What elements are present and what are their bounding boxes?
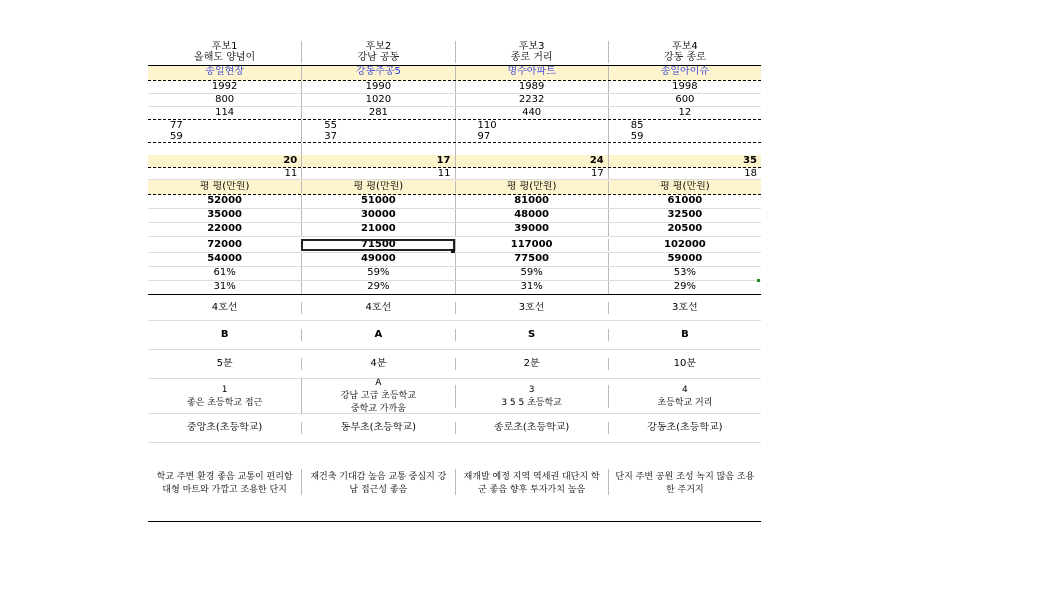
- price-row: [148, 195, 761, 209]
- ratio-b-row: [148, 281, 761, 295]
- price-row: [148, 253, 761, 267]
- candidate-name: 후보2: [365, 41, 392, 52]
- station-row: [148, 295, 761, 321]
- price-header-row: [148, 180, 761, 195]
- area-cell[interactable]: 97: [455, 131, 608, 142]
- spreadsheet: [148, 39, 761, 522]
- area-cell[interactable]: 55: [301, 120, 454, 131]
- complex-name-cell[interactable]: 명수아파트: [455, 66, 608, 80]
- school-rank: A: [375, 378, 382, 388]
- candidate-header[interactable]: [455, 41, 608, 63]
- notes-row: [148, 443, 761, 522]
- price-cell[interactable]: 117000: [455, 239, 608, 251]
- price-cell[interactable]: 30000: [301, 209, 454, 222]
- ratio-cell[interactable]: 59%: [301, 267, 454, 280]
- school-rank: 1: [221, 384, 228, 395]
- school-rank: 3: [528, 384, 535, 395]
- year-cell[interactable]: 1989: [455, 81, 608, 93]
- floors-sub-row: [148, 168, 761, 180]
- grade-row: [148, 321, 761, 350]
- ratio-cell[interactable]: 31%: [213, 281, 236, 292]
- price-cell[interactable]: 49000: [301, 253, 454, 266]
- price-header-cell[interactable]: 평 평(만원): [199, 181, 250, 192]
- price-row: [148, 223, 761, 237]
- complex-name-cell[interactable]: 송일아이슈: [608, 66, 761, 80]
- floors-cell[interactable]: 35: [608, 155, 761, 167]
- price-cell[interactable]: 48000: [455, 209, 608, 222]
- floors-sub-cell[interactable]: 17: [455, 168, 608, 179]
- price-cell[interactable]: 52000: [207, 195, 243, 206]
- price-header-cell[interactable]: 평 평(만원): [301, 181, 454, 193]
- floors-cell[interactable]: 20: [283, 155, 298, 166]
- school-name-row: [148, 414, 761, 443]
- floors-sub-cell[interactable]: 18: [608, 168, 761, 179]
- candidate-header[interactable]: [608, 41, 761, 63]
- candidate-subtitle: 올해도 양념이: [194, 52, 256, 63]
- ratio-cell[interactable]: 59%: [455, 267, 608, 280]
- complex-name-cell[interactable]: 송일현장: [205, 66, 244, 77]
- complex-name-row: [148, 66, 761, 81]
- candidate-name: 후보3: [518, 41, 545, 52]
- school-name-cell[interactable]: 중앙초(초등학교): [186, 422, 263, 433]
- price-cell[interactable]: 72000: [207, 238, 243, 250]
- units-cell[interactable]: 2232: [455, 94, 608, 106]
- dong-row: [148, 107, 761, 120]
- school-desc: 강남 고급 초등학교: [340, 391, 417, 401]
- school-desc: 중학교 가까움: [350, 404, 406, 414]
- notes-cell[interactable]: 재개발 예정 지역 역세권 대단지 학군 좋음 향후 투자가치 높음: [455, 469, 608, 495]
- ratio-cell[interactable]: 31%: [455, 281, 608, 294]
- ratio-a-row: [148, 267, 761, 281]
- price-cell[interactable]: 35000: [207, 209, 243, 220]
- price-row: [148, 209, 761, 223]
- price-cell[interactable]: 51000: [301, 195, 454, 208]
- area-a-row: [148, 120, 761, 131]
- dong-cell[interactable]: 114: [215, 107, 235, 118]
- grade-cell[interactable]: B: [608, 329, 761, 341]
- price-header-cell[interactable]: 평 평(만원): [608, 181, 761, 193]
- floors-sub-cell[interactable]: 11: [301, 168, 454, 179]
- notes-cell[interactable]: 재건축 기대감 높음 교통 중심지 강남 접근성 좋음: [301, 469, 454, 495]
- price-cell[interactable]: 21000: [301, 223, 454, 236]
- candidate-name: 후보1: [211, 41, 238, 52]
- candidate-name: 후보4: [672, 41, 698, 52]
- school-name-cell[interactable]: 종로초(초등학교): [455, 422, 608, 434]
- price-cell[interactable]: 20500: [608, 223, 761, 236]
- school-desc: 3 5 5 초등학교: [501, 397, 562, 408]
- dong-cell[interactable]: 440: [455, 107, 608, 119]
- price-cell[interactable]: 102000: [608, 239, 761, 251]
- year-cell[interactable]: 1992: [211, 81, 238, 92]
- green-marker: [757, 279, 760, 282]
- price-cell[interactable]: 32500: [608, 209, 761, 222]
- candidate-header-row: [148, 39, 761, 66]
- school-name-cell[interactable]: 동부초(초등학교): [301, 422, 454, 434]
- floors-sub-cell[interactable]: 11: [284, 168, 298, 179]
- area-cell[interactable]: 85: [608, 120, 761, 131]
- price-row: [148, 237, 761, 253]
- dong-cell[interactable]: 281: [301, 107, 454, 119]
- area-cell[interactable]: 59: [170, 131, 183, 142]
- spacer-row: [148, 143, 761, 155]
- school-name-cell[interactable]: 강동초(초등학교): [608, 422, 761, 434]
- candidate-subtitle: 종로 거리: [510, 52, 553, 63]
- floors-row: [148, 155, 761, 168]
- price-cell[interactable]: 77500: [455, 253, 608, 266]
- units-cell[interactable]: 800: [215, 94, 235, 105]
- year-row: [148, 81, 761, 94]
- floors-cell[interactable]: 17: [301, 155, 454, 167]
- school-desc: 좋은 초등학교 접근: [186, 397, 263, 408]
- grade-cell[interactable]: B: [220, 329, 229, 340]
- year-cell[interactable]: 1990: [301, 81, 454, 93]
- units-cell[interactable]: 1020: [301, 94, 454, 106]
- price-cell[interactable]: 59000: [608, 253, 761, 266]
- walk-row: [148, 350, 761, 379]
- school-desc: 초등학교 거리: [657, 397, 713, 408]
- school-cell[interactable]: [148, 385, 301, 408]
- school-rank: 4: [682, 384, 688, 395]
- walk-cell[interactable]: 2분: [455, 358, 608, 370]
- notes-cell[interactable]: 단지 주변 공원 조성 녹지 많음 조용한 주거지: [608, 469, 761, 495]
- units-row: [148, 94, 761, 107]
- grade-cell[interactable]: S: [455, 329, 608, 341]
- price-header-cell[interactable]: 평 평(만원): [455, 181, 608, 193]
- selected-cell[interactable]: 71500: [301, 239, 454, 251]
- price-cell[interactable]: 22000: [207, 223, 243, 234]
- candidate-header[interactable]: [301, 41, 454, 63]
- year-cell[interactable]: 1998: [608, 81, 761, 93]
- price-cell[interactable]: 61000: [608, 195, 761, 208]
- school-cell[interactable]: [455, 385, 608, 408]
- ratio-cell[interactable]: 29%: [608, 281, 761, 294]
- walk-cell[interactable]: 5분: [216, 358, 233, 369]
- dong-cell[interactable]: 12: [608, 107, 761, 119]
- notes-cell[interactable]: 학교 주변 환경 좋음 교통이 편리함 대형 마트와 가깝고 조용한 단지: [156, 472, 293, 495]
- station-cell[interactable]: 3호선: [455, 302, 608, 314]
- floors-cell[interactable]: 24: [455, 155, 608, 167]
- school-cell[interactable]: [608, 385, 761, 408]
- units-cell[interactable]: 600: [608, 94, 761, 106]
- price-cell[interactable]: 54000: [207, 253, 243, 264]
- area-cell[interactable]: 59: [608, 131, 761, 142]
- station-cell[interactable]: 4호선: [211, 301, 238, 313]
- area-cell[interactable]: 77: [170, 120, 183, 131]
- ratio-cell[interactable]: 61%: [213, 267, 236, 278]
- school-row: [148, 379, 761, 414]
- station-cell[interactable]: 4호선: [301, 302, 454, 314]
- walk-cell[interactable]: 4분: [301, 358, 454, 370]
- candidate-header[interactable]: [148, 41, 301, 63]
- ratio-cell[interactable]: 29%: [301, 281, 454, 294]
- price-cell[interactable]: 39000: [455, 223, 608, 236]
- ratio-cell[interactable]: 53%: [608, 267, 761, 280]
- candidate-subtitle: 강동 종로: [663, 52, 706, 63]
- area-b-row: [148, 131, 761, 143]
- station-cell[interactable]: 3호선: [608, 302, 761, 314]
- grade-cell[interactable]: A: [301, 329, 454, 341]
- walk-cell[interactable]: 10분: [608, 358, 761, 370]
- school-cell[interactable]: [301, 378, 454, 414]
- complex-name-cell[interactable]: 강동주공5: [301, 66, 454, 80]
- area-cell[interactable]: 110: [455, 120, 608, 131]
- area-cell[interactable]: 37: [301, 131, 454, 142]
- candidate-subtitle: 강남 공동: [357, 52, 400, 63]
- price-cell[interactable]: 81000: [455, 195, 608, 208]
